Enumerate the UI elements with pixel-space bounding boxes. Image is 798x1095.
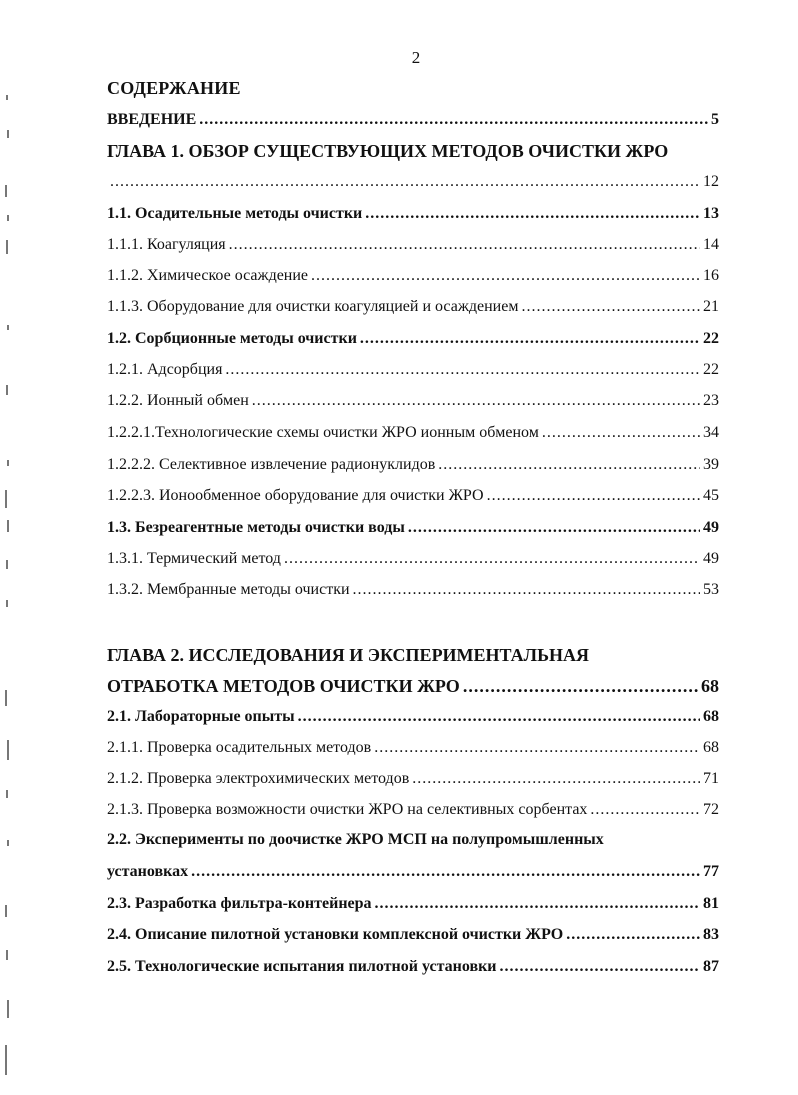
- page-number: 2: [411, 48, 421, 67]
- toc-entry-page: 49: [703, 519, 719, 536]
- toc-entry-text: 1.2.2.1.Технологические схемы очистки ЖРО ионным обменом: [107, 424, 539, 441]
- chapter2-title-line1: ГЛАВА 2. ИССЛЕДОВАНИЯ И ЭКСПЕРИМЕНТАЛЬНАЯ: [107, 645, 589, 665]
- toc-entry-page: 68: [701, 676, 719, 696]
- toc-entry-page: 14: [703, 236, 719, 253]
- toc-entry[interactable]: [107, 800, 719, 820]
- toc-entry[interactable]: [107, 769, 719, 789]
- toc-entry-page: 23: [703, 392, 719, 409]
- toc-entry[interactable]: [107, 297, 719, 317]
- toc-entry-text: 1.2.1. Адсорбция: [107, 361, 223, 378]
- toc-entry[interactable]: [107, 329, 719, 349]
- toc-entry-page: 72: [703, 801, 719, 818]
- toc-entry-page: 68: [703, 708, 719, 725]
- toc-entry-page: 68: [703, 739, 719, 756]
- toc-leader-dots: [463, 676, 698, 696]
- toc-entry-text: 2.1.3. Проверка возможности очистки ЖРО на селективных сорбентах: [107, 801, 588, 818]
- toc-entry[interactable]: [107, 894, 719, 914]
- toc-entry-text: 2.2. Эксперименты по доочистке ЖРО МСП на полупромышленных: [107, 831, 604, 848]
- toc-entry-text: 1.2.2. Ионный обмен: [107, 392, 249, 409]
- toc-entry-page: 13: [703, 205, 719, 222]
- toc-leader-dots: [199, 110, 708, 130]
- toc-leader-dots: [365, 204, 700, 224]
- toc-entry[interactable]: [107, 172, 719, 192]
- toc-entry-text: 1.1.3. Оборудование для очистки коагуляцией и осаждением: [107, 298, 519, 315]
- toc-entry-page: 81: [703, 895, 719, 912]
- toc-leader-dots: [229, 235, 700, 255]
- toc-entry[interactable]: [107, 204, 719, 224]
- toc-entry-text: 2.5. Технологические испытания пилотной установки: [107, 958, 497, 975]
- toc-entry-text: 1.2.2.2. Селективное извлечение радионуклидов: [107, 456, 436, 473]
- toc-leader-dots: [225, 360, 700, 380]
- toc-entry-page: 39: [703, 456, 719, 473]
- toc-entry[interactable]: [107, 676, 719, 696]
- toc-entry-text: 1.3.2. Мембранные методы очистки: [107, 581, 350, 598]
- toc-entry[interactable]: [107, 455, 719, 475]
- toc-entry-page: 83: [703, 926, 719, 943]
- toc-entry-page: 71: [703, 770, 719, 787]
- toc-leader-dots: [438, 455, 700, 475]
- toc-entry-text: 1.2. Сорбционные методы очистки: [107, 330, 357, 347]
- toc-entry-text: 2.4. Описание пилотной установки комплексной очистки ЖРО: [107, 926, 564, 943]
- toc-entry-text: установках: [107, 863, 189, 880]
- toc-leader-dots: [360, 329, 700, 349]
- toc-entry-text: 1.2.2.3. Ионообменное оборудование для очистки ЖРО: [107, 487, 484, 504]
- toc-entry-page: 77: [703, 863, 719, 880]
- toc-leader-dots: [110, 172, 700, 192]
- toc-entry[interactable]: [107, 549, 719, 569]
- toc-entry[interactable]: [107, 423, 719, 443]
- toc-leader-dots: [412, 769, 700, 789]
- toc-entry[interactable]: [107, 391, 719, 411]
- toc-leader-dots: [375, 894, 700, 914]
- toc-entry-text: ВВЕДЕНИЕ: [107, 111, 197, 128]
- toc-entry-page: 45: [703, 487, 719, 504]
- toc-entry[interactable]: [107, 580, 719, 600]
- toc-leader-dots: [542, 423, 700, 443]
- toc-leader-dots: [298, 707, 700, 727]
- toc-entry[interactable]: [107, 360, 719, 380]
- toc-entry-page: 16: [703, 267, 719, 284]
- toc-entry[interactable]: [107, 862, 719, 882]
- toc-entry-text: ГЛАВА 1. ОБЗОР СУЩЕСТВУЮЩИХ МЕТОДОВ ОЧИСТКИ ЖРО: [107, 141, 669, 161]
- toc-entry-text: 2.1.1. Проверка осадительных методов: [107, 739, 372, 756]
- toc-entry-text: 2.1.2. Проверка электрохимических методов: [107, 770, 410, 787]
- toc-entry[interactable]: [107, 707, 719, 727]
- toc-leader-dots: [252, 391, 700, 411]
- scan-margin-specks: [0, 0, 14, 1095]
- toc-leader-dots: [408, 518, 700, 538]
- toc-entry-text: 1.1.2. Химическое осаждение: [107, 267, 309, 284]
- toc-entry[interactable]: [107, 738, 719, 758]
- toc-entry-text: ОТРАБОТКА МЕТОДОВ ОЧИСТКИ ЖРО: [107, 676, 460, 696]
- toc-entry-text: 1.3. Безреагентные методы очистки воды: [107, 519, 405, 536]
- toc-entry[interactable]: [107, 266, 719, 286]
- toc-leader-dots: [487, 486, 700, 506]
- toc-entry-page: 49: [703, 550, 719, 567]
- toc-leader-dots: [566, 925, 700, 945]
- toc-entry-page: 12: [703, 173, 719, 190]
- toc-entry[interactable]: [107, 141, 719, 161]
- toc-leader-dots: [191, 862, 700, 882]
- toc-entry[interactable]: [107, 235, 719, 255]
- toc-entry[interactable]: [107, 925, 719, 945]
- toc-entry[interactable]: [107, 518, 719, 538]
- toc-entry-page: 53: [703, 581, 719, 598]
- toc-entry[interactable]: [107, 957, 719, 977]
- toc-title: СОДЕРЖАНИЕ: [107, 78, 241, 98]
- toc-entry-page: 5: [711, 111, 719, 128]
- toc-entry-text: 2.1. Лабораторные опыты: [107, 708, 295, 725]
- toc-entry-page: 34: [703, 424, 719, 441]
- toc-entry-text: 2.3. Разработка фильтра-контейнера: [107, 895, 372, 912]
- toc-entry-text: 1.1.1. Коагуляция: [107, 236, 226, 253]
- toc-leader-dots: [500, 957, 700, 977]
- toc-entry-page: 87: [703, 958, 719, 975]
- toc-entry-text: 1.3.1. Термический метод: [107, 550, 281, 567]
- toc-leader-dots: [353, 580, 700, 600]
- toc-leader-dots: [284, 549, 700, 569]
- toc-entry-text: 1.1. Осадительные методы очистки: [107, 205, 363, 222]
- toc-leader-dots: [374, 738, 700, 758]
- toc-entry-page: 21: [703, 298, 719, 315]
- toc-entry-page: 22: [703, 361, 719, 378]
- toc-leader-dots: [590, 800, 700, 820]
- toc-entry-page: 22: [703, 330, 719, 347]
- toc-entry[interactable]: [107, 486, 719, 506]
- section-2-2-line1: [107, 830, 719, 850]
- toc-entry[interactable]: [107, 110, 719, 130]
- toc-leader-dots: [311, 266, 700, 286]
- toc-leader-dots: [521, 297, 700, 317]
